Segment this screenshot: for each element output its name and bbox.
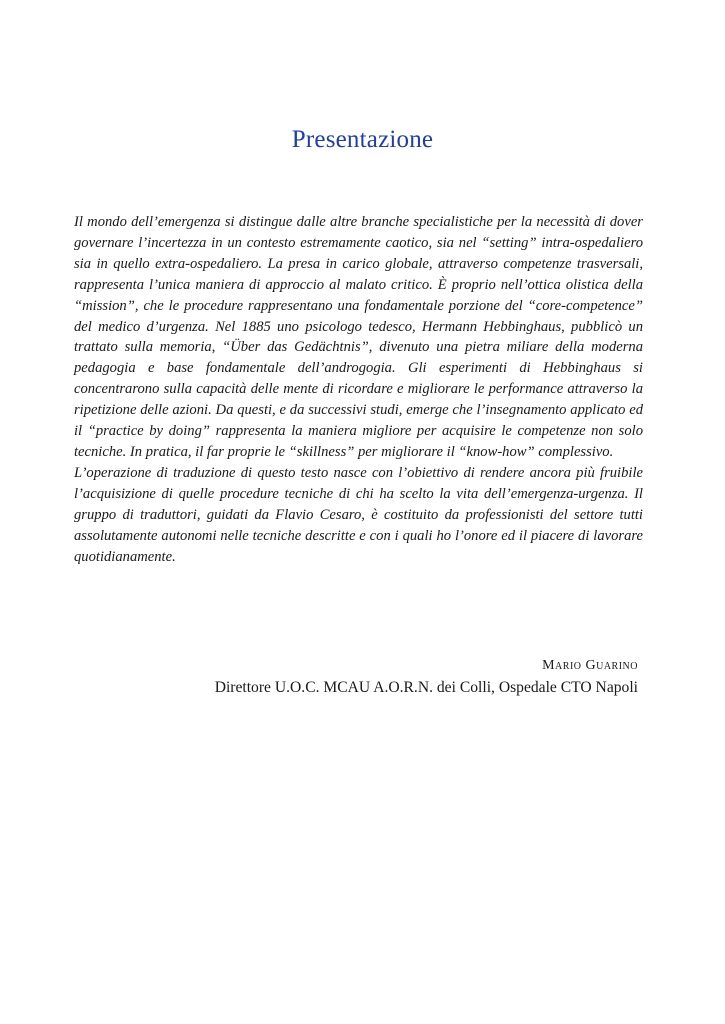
signature-name: Mario Guarino bbox=[542, 658, 638, 673]
body-text bbox=[74, 212, 643, 567]
signature-role: Direttore U.O.C. MCAU A.O.R.N. dei Colli, Ospedale CTO Napoli bbox=[214, 679, 638, 696]
page-title: Presentazione bbox=[291, 126, 434, 153]
paragraph-2: L’operazione di traduzione di questo testo nasce con l’obiettivo di rendere ancora più fruibile l’acquisizione di quelle procedure tecniche di chi ha scelto la vita dell’emergenza-urgenza. Il gruppo di traduttori, guidati da Flavio Cesaro, è costituito da professionisti del settore tutti assolutamente autonomi nelle tecniche descritte e con i quali ho l’onore ed il piacere di lavorare quotidianamente. bbox=[74, 464, 643, 565]
paragraph-1: Il mondo dell’emergenza si distingue dalle altre branche specialistiche per la necessità di dover governare l’incertezza in un contesto estremamente caotico, sia nel “setting” intra-ospedaliero sia in quello extra-ospedaliero. La presa in carico globale, attraverso competenze trasversali, rappresenta l’unica maniera di approccio al malato critico. È proprio nell’ottica olistica della “mission”, che le procedure rappresentano una fondamentale porzione del “core-competence” del medico d’urgenza. Nel 1885 uno psicologo tedesco, Hermann Hebbinghaus, pubblicò un trattato sulla memoria, “Über das Gedächtnis”, divenuto una pietra miliare della moderna pedagogia e base fondamentale dell’androgogia. Gli esperimenti di Hebbinghaus si concentrarono sulla capacità delle mente di ricordare e migliorare le performance attraverso la ripetizione delle azioni. Da questi, e da successivi studi, emerge che l’insegnamento applicato ed il “practice by doing” rappresenta la maniera migliore per acquisire le competenze non solo tecniche. In pratica, il far proprie le “skillness” per migliorare il “know-how” complessivo. bbox=[74, 214, 643, 460]
signature-block bbox=[215, 655, 638, 699]
